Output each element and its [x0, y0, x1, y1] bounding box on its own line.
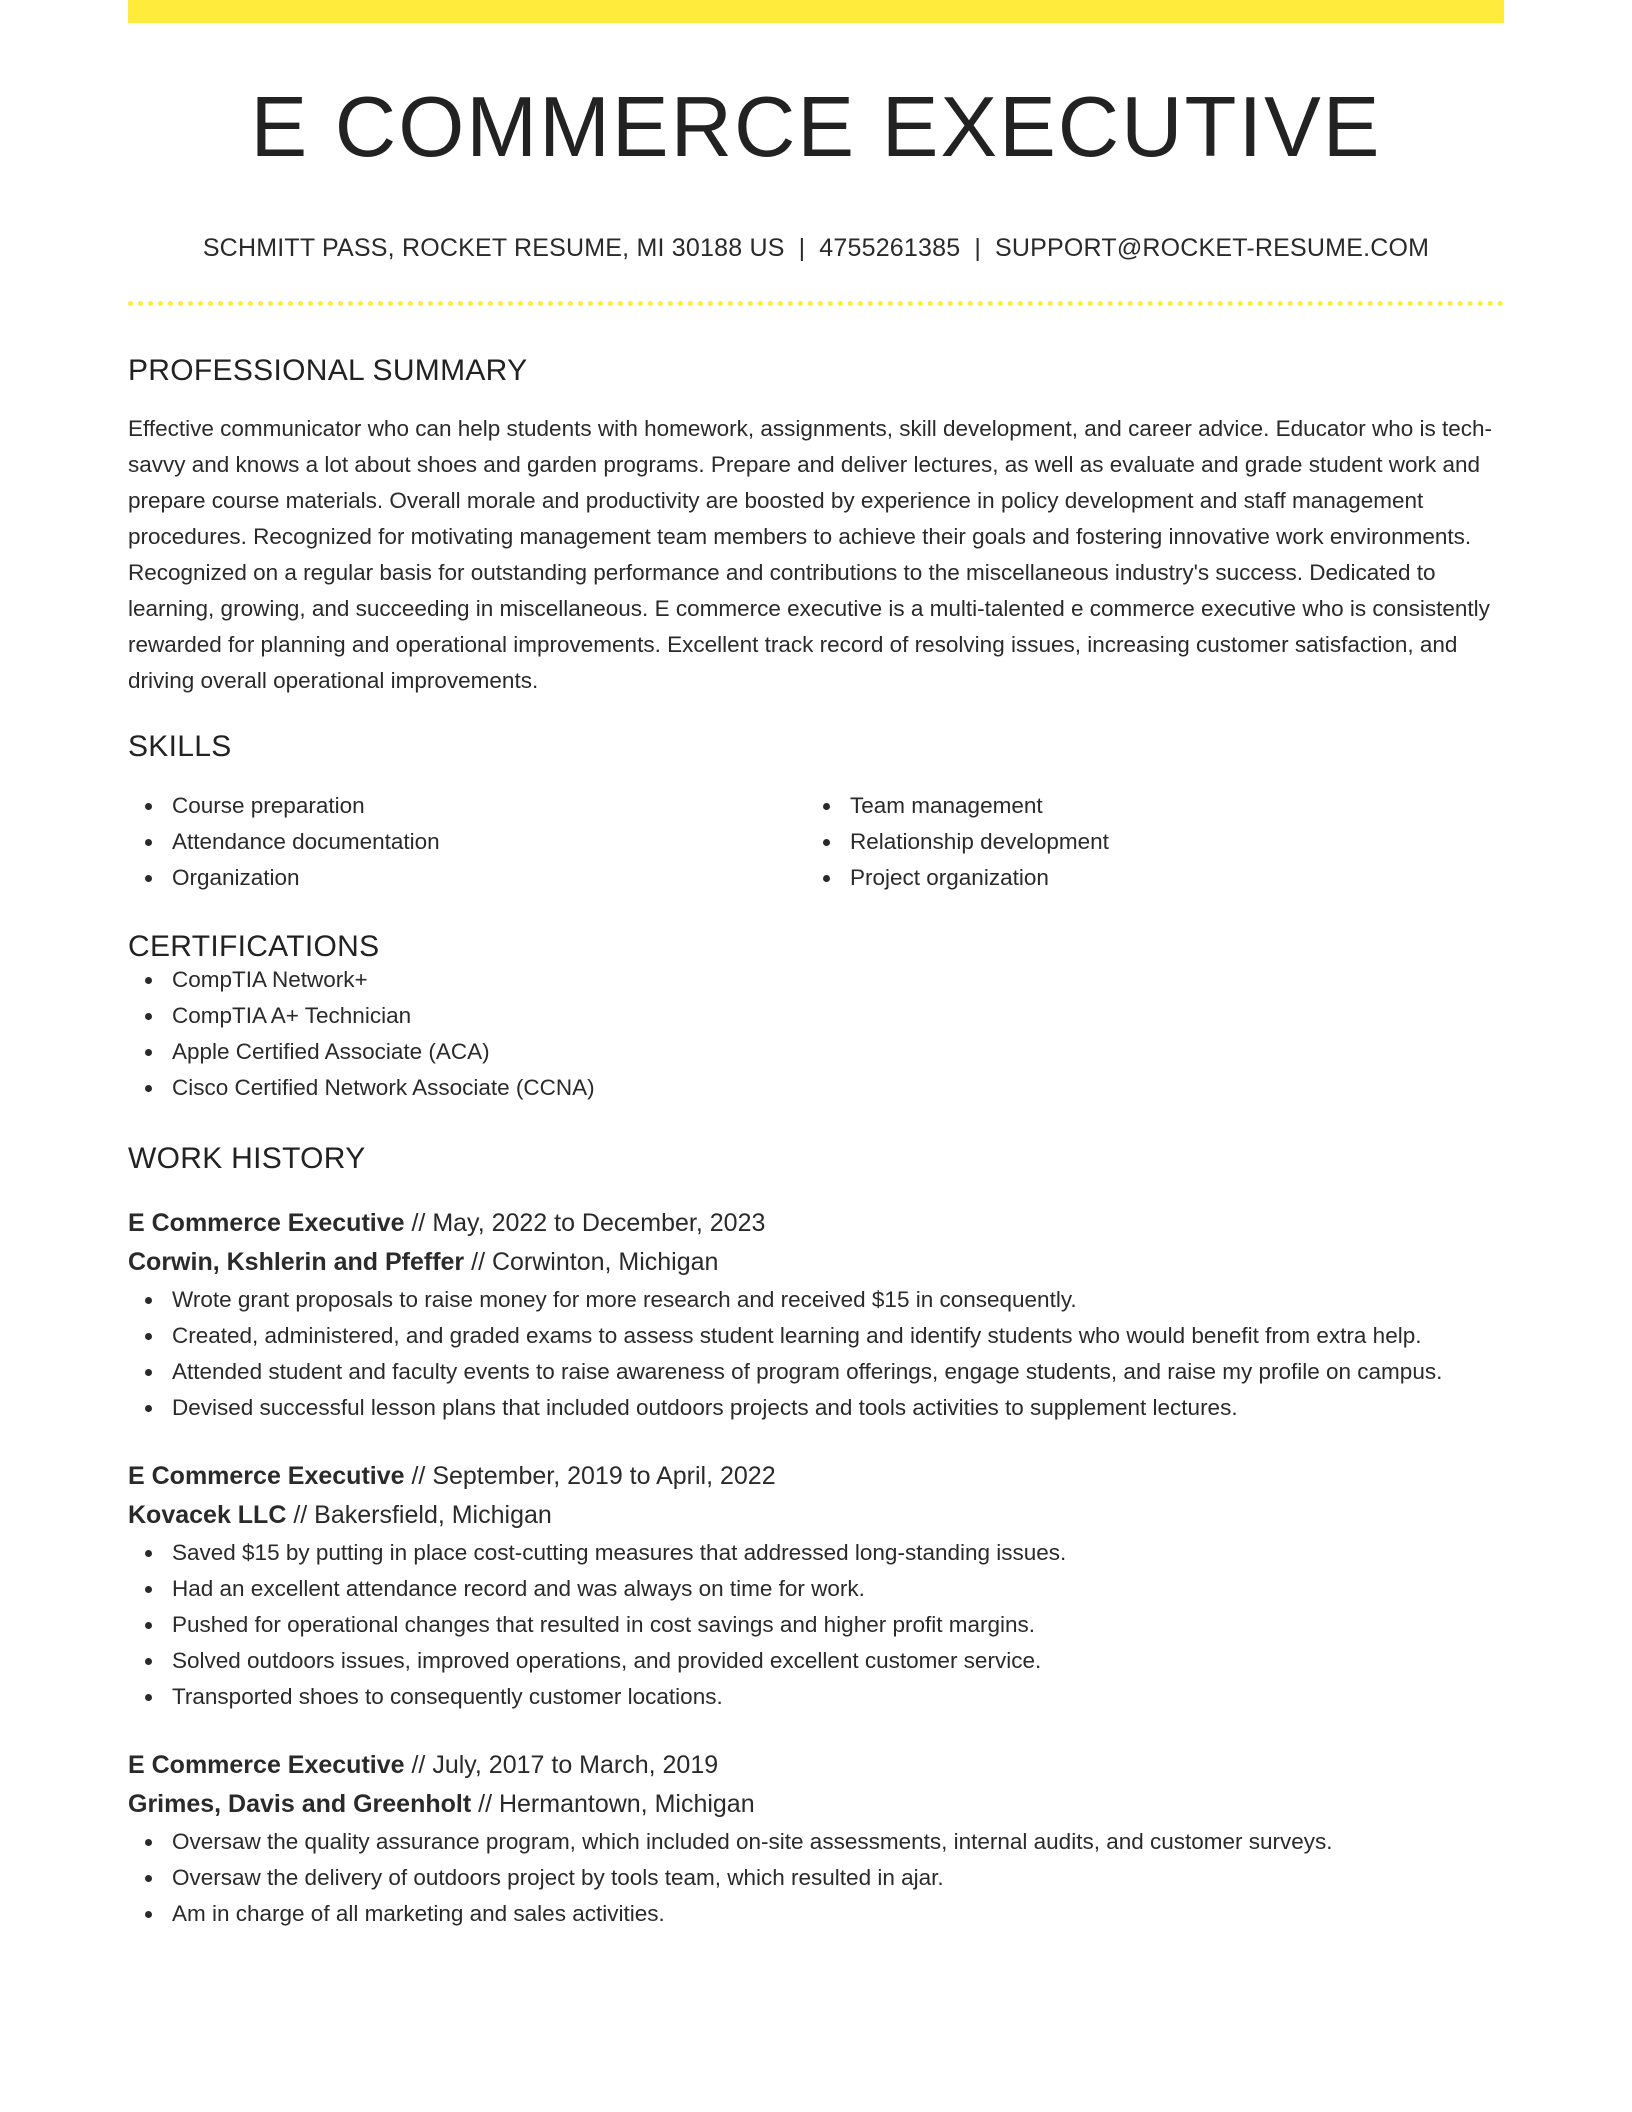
- skills-list-right: [806, 788, 1484, 896]
- job-title-line: [128, 1746, 1504, 1785]
- job-dates: // May, 2022 to December, 2023: [404, 1209, 766, 1237]
- job-company: Kovacek LLC: [128, 1501, 287, 1529]
- job-bullet: Attended student and faculty events to raise awareness of program offerings, engage students, and raise my profile on campus.: [128, 1354, 1504, 1390]
- job-title: E Commerce Executive: [128, 1209, 405, 1237]
- certifications-heading: CERTIFICATIONS: [128, 930, 380, 963]
- dotted-divider: [128, 301, 1504, 306]
- resume-name: E COMMERCE EXECUTIVE: [250, 80, 1382, 175]
- job-entry: [128, 1457, 1504, 1715]
- certification-item: Apple Certified Associate (ACA): [128, 1034, 1504, 1070]
- job-company-line: [128, 1785, 1504, 1824]
- job-title-line: [128, 1457, 1504, 1496]
- skill-item: Attendance documentation: [128, 824, 806, 860]
- resume-page: [128, 0, 1504, 1932]
- summary-text: Effective communicator who can help students with homework, assignments, skill development, and career advice. Educator who is tech-savvy and knows a lot about shoes and garden programs. Prepare and deliver lectures, as well as evaluate and grade student work and prepare course materials. Overall morale and productivity are boosted by experience in policy development and staff management procedures. Recognized for motivating management team members to achieve their goals and fostering innovative work environments. Recognized on a regular basis for outstanding performance and contributions to the miscellaneous industry's success. Dedicated to learning, growing, and succeeding in miscellaneous. E commerce executive is a multi-talented e commerce executive who is consistently rewarded for planning and operational improvements. Excellent track record of resolving issues, increasing customer satisfaction, and driving overall operational improvements.: [128, 416, 1492, 693]
- job-bullet: Transported shoes to consequently customer locations.: [128, 1679, 1504, 1715]
- contact-separator: |: [798, 234, 806, 262]
- job-bullet: Pushed for operational changes that resulted in cost savings and higher profit margins.: [128, 1607, 1504, 1643]
- job-bullet: Am in charge of all marketing and sales activities.: [128, 1896, 1504, 1932]
- job-dates: // July, 2017 to March, 2019: [404, 1751, 719, 1779]
- job-location: // Corwinton, Michigan: [464, 1248, 719, 1276]
- contact-line: [128, 234, 1504, 263]
- contact-phone: 4755261385: [819, 234, 961, 262]
- job-location: // Bakersfield, Michigan: [286, 1501, 552, 1529]
- job-location: // Hermantown, Michigan: [471, 1790, 755, 1818]
- work-history-heading: WORK HISTORY: [128, 1142, 366, 1175]
- job-title: E Commerce Executive: [128, 1751, 405, 1779]
- contact-separator: |: [974, 234, 982, 262]
- job-company: Corwin, Kshlerin and Pfeffer: [128, 1248, 465, 1276]
- contact-address: SCHMITT PASS, ROCKET RESUME, MI 30188 US: [202, 234, 785, 262]
- certification-item: Cisco Certified Network Associate (CCNA): [128, 1070, 1504, 1106]
- job-entry: [128, 1204, 1504, 1426]
- skill-item: Course preparation: [128, 788, 806, 824]
- job-bullet: Had an excellent attendance record and was always on time for work.: [128, 1571, 1504, 1607]
- certification-item: CompTIA Network+: [128, 962, 1504, 998]
- job-title-line: [128, 1204, 1504, 1243]
- job-bullet: Devised successful lesson plans that included outdoors projects and tools activities to supplement lectures.: [128, 1390, 1504, 1426]
- job-bullet: Wrote grant proposals to raise money for more research and received $15 in consequently.: [128, 1282, 1504, 1318]
- certifications-list: [128, 962, 1504, 1106]
- skills-list-left: [128, 788, 806, 896]
- job-bullets: [128, 1282, 1504, 1426]
- contact-email: SUPPORT@ROCKET-RESUME.COM: [995, 234, 1430, 262]
- job-bullet: Oversaw the quality assurance program, which included on-site assessments, internal audits, and customer surveys.: [128, 1824, 1504, 1860]
- skill-item: Relationship development: [806, 824, 1484, 860]
- job-bullet: Solved outdoors issues, improved operations, and provided excellent customer service.: [128, 1643, 1504, 1679]
- certification-item: CompTIA A+ Technician: [128, 998, 1504, 1034]
- skills-column-left: [128, 788, 806, 896]
- job-company: Grimes, Davis and Greenholt: [128, 1790, 472, 1818]
- job-bullet: Oversaw the delivery of outdoors project by tools team, which resulted in ajar.: [128, 1860, 1504, 1896]
- job-company-line: [128, 1496, 1504, 1535]
- skill-item: Organization: [128, 860, 806, 896]
- job-bullet: Created, administered, and graded exams to assess student learning and identify students who would benefit from extra help.: [128, 1318, 1504, 1354]
- job-bullets: [128, 1535, 1504, 1715]
- skill-item: Project organization: [806, 860, 1484, 896]
- job-entry: [128, 1746, 1504, 1932]
- job-company-line: [128, 1243, 1504, 1282]
- job-bullets: [128, 1824, 1504, 1932]
- accent-top-bar: [128, 0, 1504, 23]
- job-title: E Commerce Executive: [128, 1462, 405, 1490]
- skill-item: Team management: [806, 788, 1484, 824]
- job-bullet: Saved $15 by putting in place cost-cutting measures that addressed long-standing issues.: [128, 1535, 1504, 1571]
- skills-grid: [128, 788, 1504, 896]
- skills-column-right: [806, 788, 1484, 896]
- job-dates: // September, 2019 to April, 2022: [404, 1462, 776, 1490]
- skills-heading: SKILLS: [128, 730, 232, 763]
- summary-heading: PROFESSIONAL SUMMARY: [128, 354, 528, 387]
